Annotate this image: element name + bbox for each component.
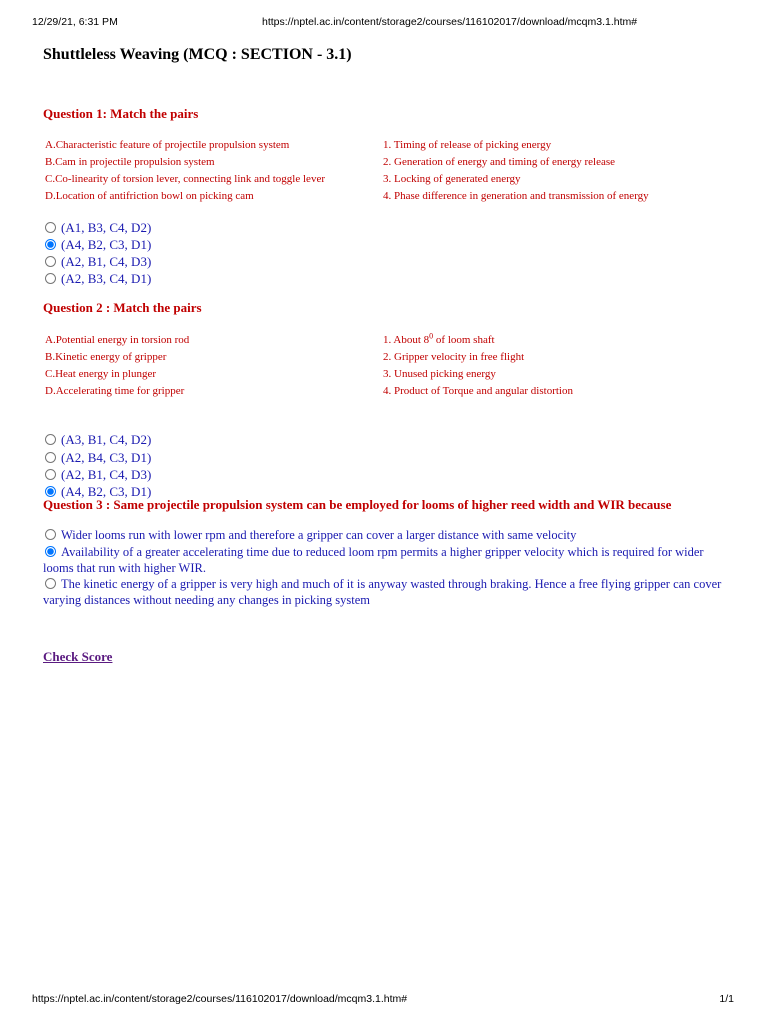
q2-option[interactable] — [43, 431, 151, 448]
q3-option[interactable] — [43, 527, 733, 543]
q2-option-label: (A3, B1, C4, D2) — [61, 432, 152, 447]
q3-option-label: The kinetic energy of a gripper is very high and much of it is anyway wasted through braking. Hence a free flying gripper can cover varying distances without needing any changes in picking system — [43, 577, 722, 607]
q2-left-item: B.Kinetic energy of gripper — [45, 351, 167, 363]
q1-right-item: 1. Timing of release of picking energy — [383, 139, 552, 151]
q1-pair-row — [43, 171, 743, 188]
question-2-title: Question 2 : Match the pairs — [43, 300, 202, 315]
footer-url: https://nptel.ac.in/content/storage2/courses/116102017/download/mcqm3.1.htm# — [32, 993, 408, 1005]
q2-pair-row — [43, 332, 743, 349]
check-score-link[interactable]: Check Score — [43, 649, 113, 664]
q1-option-radio[interactable] — [45, 256, 56, 267]
q2-option-radio[interactable] — [45, 434, 56, 445]
q2-left-item: C.Heat energy in plunger — [45, 368, 156, 380]
q2-option-radio[interactable] — [45, 486, 56, 497]
q2-option[interactable] — [43, 466, 151, 483]
q2-pair-row — [43, 383, 743, 400]
q2-left-item: A.Potential energy in torsion rod — [45, 334, 190, 346]
q1-option-label: (A1, B3, C4, D2) — [61, 220, 152, 235]
q2-right-item: 1. About $8^0$ of loom shaft — [383, 331, 495, 346]
q3-option-radio[interactable] — [45, 529, 56, 540]
q1-left-item: D.Location of antifriction bowl on picking cam — [45, 190, 254, 202]
q1-left-item: A.Characteristic feature of projectile propulsion system — [45, 139, 290, 151]
question-1-title: Question 1: Match the pairs — [43, 106, 199, 121]
page-number: 1/1 — [719, 993, 734, 1005]
q2-option[interactable] — [43, 449, 151, 466]
print-datetime: 12/29/21, 6:31 PM — [32, 16, 118, 28]
q3-option[interactable] — [43, 544, 733, 576]
q2-option-label: (A2, B4, C3, D1) — [61, 450, 152, 465]
q1-option-label: (A2, B1, C4, D3) — [61, 254, 152, 269]
q2-option-label: (A4, B2, C3, D1) — [61, 484, 152, 499]
print-url: https://nptel.ac.in/content/storage2/courses/116102017/download/mcqm3.1.htm# — [262, 16, 638, 28]
q1-pair-row — [43, 137, 743, 154]
question-3-title: Question 3 : Same projectile propulsion system can be employed for looms of higher reed width and WIR because — [43, 497, 672, 512]
q3-option[interactable] — [43, 576, 733, 608]
q2-left-item: D.Accelerating time for gripper — [45, 385, 185, 397]
q1-left-item: C.Co-linearity of torsion lever, connecting link and toggle lever — [45, 173, 325, 185]
q2-right-item: 2. Gripper velocity in free flight — [383, 351, 525, 363]
q1-right-item: 3. Locking of generated energy — [383, 173, 521, 185]
q1-option-label: (A2, B3, C4, D1) — [61, 271, 152, 286]
page-content — [43, 44, 743, 664]
q3-option-label: Wider looms run with lower rpm and therefore a gripper can cover a larger distance with same velocity — [61, 528, 577, 542]
q1-option-radio[interactable] — [45, 273, 56, 284]
q2-right-item: 4. Product of Torque and angular distortion — [383, 385, 573, 397]
q2-right-item: 3. Unused picking energy — [383, 368, 496, 380]
q1-option[interactable] — [43, 270, 151, 287]
q1-right-item: 4. Phase difference in generation and transmission of energy — [383, 190, 649, 202]
q3-option-radio[interactable] — [45, 578, 56, 589]
q2-option-radio[interactable] — [45, 452, 56, 463]
q2-option-radio[interactable] — [45, 469, 56, 480]
q2-pair-row — [43, 366, 743, 383]
q1-pair-row — [43, 154, 743, 171]
q1-right-item: 2. Generation of energy and timing of energy release — [383, 156, 616, 168]
q1-option-label: (A4, B2, C3, D1) — [61, 237, 152, 252]
q2-option-label: (A2, B1, C4, D3) — [61, 467, 152, 482]
q1-pair-row — [43, 188, 743, 205]
q2-pair-row — [43, 349, 743, 366]
q1-option-radio[interactable] — [45, 222, 56, 233]
q1-option[interactable] — [43, 219, 151, 236]
q1-left-item: B.Cam in projectile propulsion system — [45, 156, 215, 168]
q1-option-radio[interactable] — [45, 239, 56, 250]
q3-option-label: Availability of a greater accelerating time due to reduced loom rpm permits a higher gripper velocity which is required for wider looms that run with higher WIR. — [43, 545, 704, 575]
q1-option[interactable] — [43, 253, 151, 270]
page-title: Shuttleless Weaving (MCQ : SECTION - 3.1) — [43, 46, 352, 63]
q1-option[interactable] — [43, 236, 151, 253]
q3-option-radio[interactable] — [45, 546, 56, 557]
